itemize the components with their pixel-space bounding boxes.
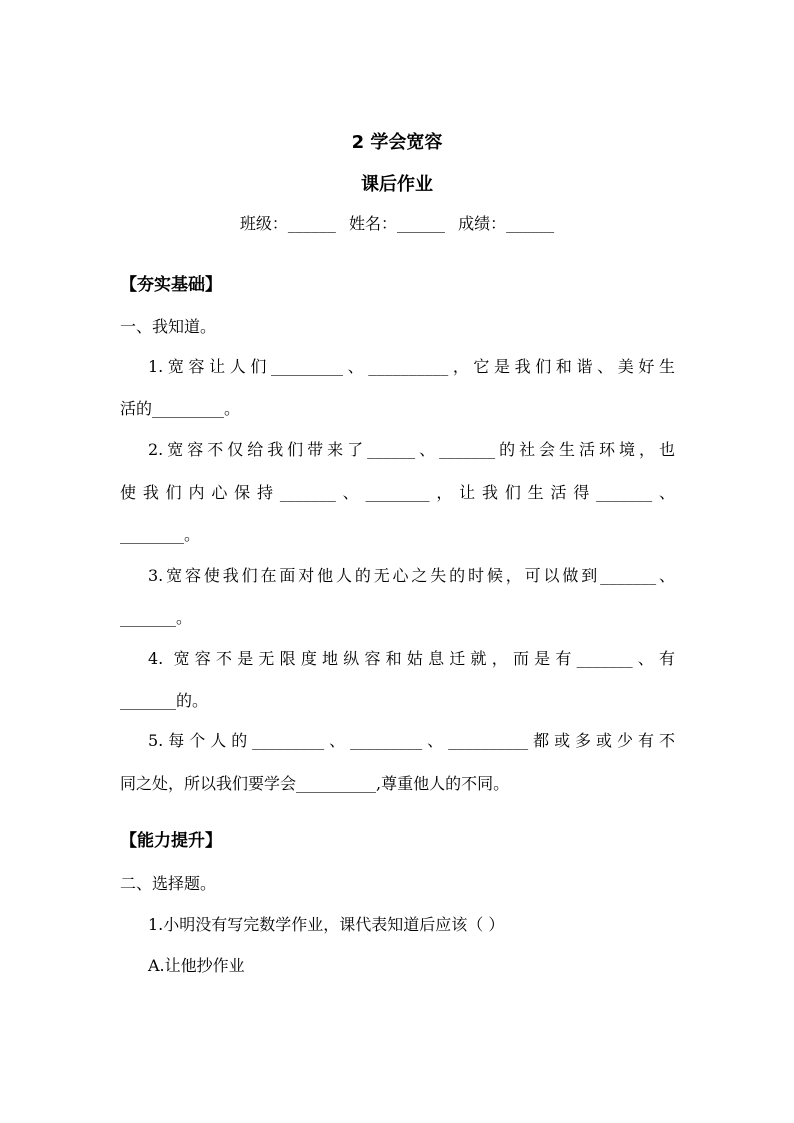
class-field: 班级：______: [239, 214, 336, 233]
choice-option-a: A.让他抄作业: [148, 956, 245, 975]
question-5-line-2: 同之处，所以我们要学会__________,尊重他人的不同。: [120, 774, 510, 793]
name-field: 姓名：______: [348, 214, 445, 233]
choice-question-1: 1.小明没有写完数学作业，课代表知道后应该（ ）: [148, 915, 505, 934]
score-field: 成绩：______: [458, 214, 555, 233]
part-title-1: 一、我知道。: [120, 317, 217, 336]
question-5-line-1: 5.每个人的_________、_________、__________都或多或少有不: [148, 731, 675, 750]
question-2-line-1: 2.宽容不仅给我们带来了______、_______的社会生活环境，也: [148, 440, 675, 459]
question-3-line-2: _______。: [120, 608, 193, 627]
question-4-line-2: _______的。: [120, 691, 209, 710]
page-subtitle: 课后作业: [361, 174, 433, 195]
question-3-line-1: 3.宽容使我们在面对他人的无心之失的时候，可以做到_______、: [148, 566, 675, 585]
question-1-line-1: 1.宽容让人们_________、__________，它是我们和谐、美好生: [148, 357, 675, 376]
section-heading-basic: 【夯实基础】: [120, 275, 222, 295]
question-2-line-3: ________。: [120, 525, 201, 544]
part-title-2: 二、选择题。: [120, 874, 217, 893]
page-title: 2 学会宽容: [351, 132, 443, 153]
question-4-line-1: 4. 宽容不是无限度地纵容和姑息迁就，而是有_______、有: [148, 649, 675, 668]
question-1-line-2: 活的_________。: [120, 399, 241, 418]
student-info-line: [0, 211, 794, 234]
section-heading-advanced: 【能力提升】: [120, 831, 222, 851]
question-2-line-2: 使我们内心保持_______、________，让我们生活得_______、: [120, 483, 675, 502]
